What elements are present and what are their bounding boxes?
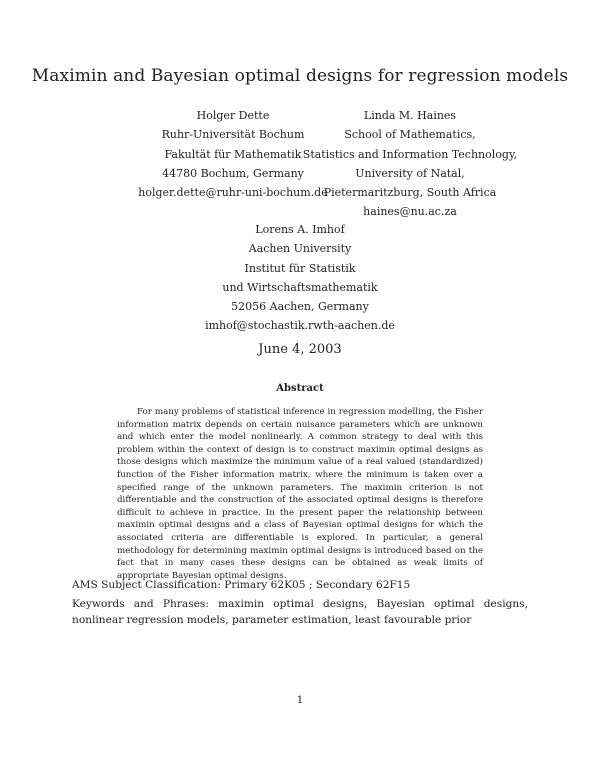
author-affiliation: und Wirtschaftsmathematik xyxy=(222,280,378,294)
ams-classification: AMS Subject Classification: Primary 62K05 ; Secondary 62F15 xyxy=(72,579,411,591)
abstract-heading: Abstract xyxy=(276,383,324,394)
author-address: 44780 Bochum, Germany xyxy=(162,166,304,180)
paper-title: Maximin and Bayesian optimal designs for regression models xyxy=(31,66,569,86)
author-affiliation: Statistics and Information Technology, xyxy=(302,147,518,161)
author-block-haines xyxy=(290,106,530,222)
author-email: holger.dette@ruhr-uni-bochum.de xyxy=(138,186,328,200)
author-address: 52056 Aachen, Germany xyxy=(231,300,369,314)
author-name: Linda M. Haines xyxy=(363,109,457,122)
author-affiliation: Ruhr-Universität Bochum xyxy=(161,128,305,142)
paper-date: June 4, 2003 xyxy=(258,342,342,357)
author-block-imhof xyxy=(185,220,415,336)
author-affiliation: Aachen University xyxy=(248,242,352,256)
page-number: 1 xyxy=(296,694,304,706)
author-affiliation: Institut für Statistik xyxy=(244,261,356,275)
abstract-text: For many problems of statistical inference in regression modelling, the Fisher information matrix depends on certain nuisance parameters which are unknown and which enter the model nonlinearly. A common strategy to deal with this problem within the context of design is to construct maximin optimal designs as those designs which maximize the minimum value of a real valued (standardized) function of the Fisher information matrix, where the minimum is taken over a specified range of the unknown parameters. The maximin criterion is not differentiable and the construction of the associated optimal designs is therefore difficult to achieve in practice. In the present paper the relationship between maximin optimal designs and a class of Bayesian optimal designs for which the associated criteria are differentiable is explored. In particular, a general methodology for determining maximin optimal designs is introduced based on the fact that in many cases these designs can be obtained as weak limits of appropriate Bayesian optimal designs. xyxy=(117,407,483,581)
author-affiliation: Fakultät für Mathematik xyxy=(164,147,302,161)
keywords: Keywords and Phrases: maximin optimal designs, Bayesian optimal designs, nonlinear regression models, parameter estimation, least favourable prior xyxy=(72,598,528,626)
author-affiliation: School of Mathematics, xyxy=(344,128,476,142)
author-email: imhof@stochastik.rwth-aachen.de xyxy=(205,319,395,333)
author-name: Lorens A. Imhof xyxy=(255,223,345,236)
author-name: Holger Dette xyxy=(196,109,270,122)
author-affiliation: University of Natal, xyxy=(355,166,465,180)
author-address: Pietermaritzburg, South Africa xyxy=(323,186,497,200)
author-email: haines@nu.ac.za xyxy=(363,205,457,219)
